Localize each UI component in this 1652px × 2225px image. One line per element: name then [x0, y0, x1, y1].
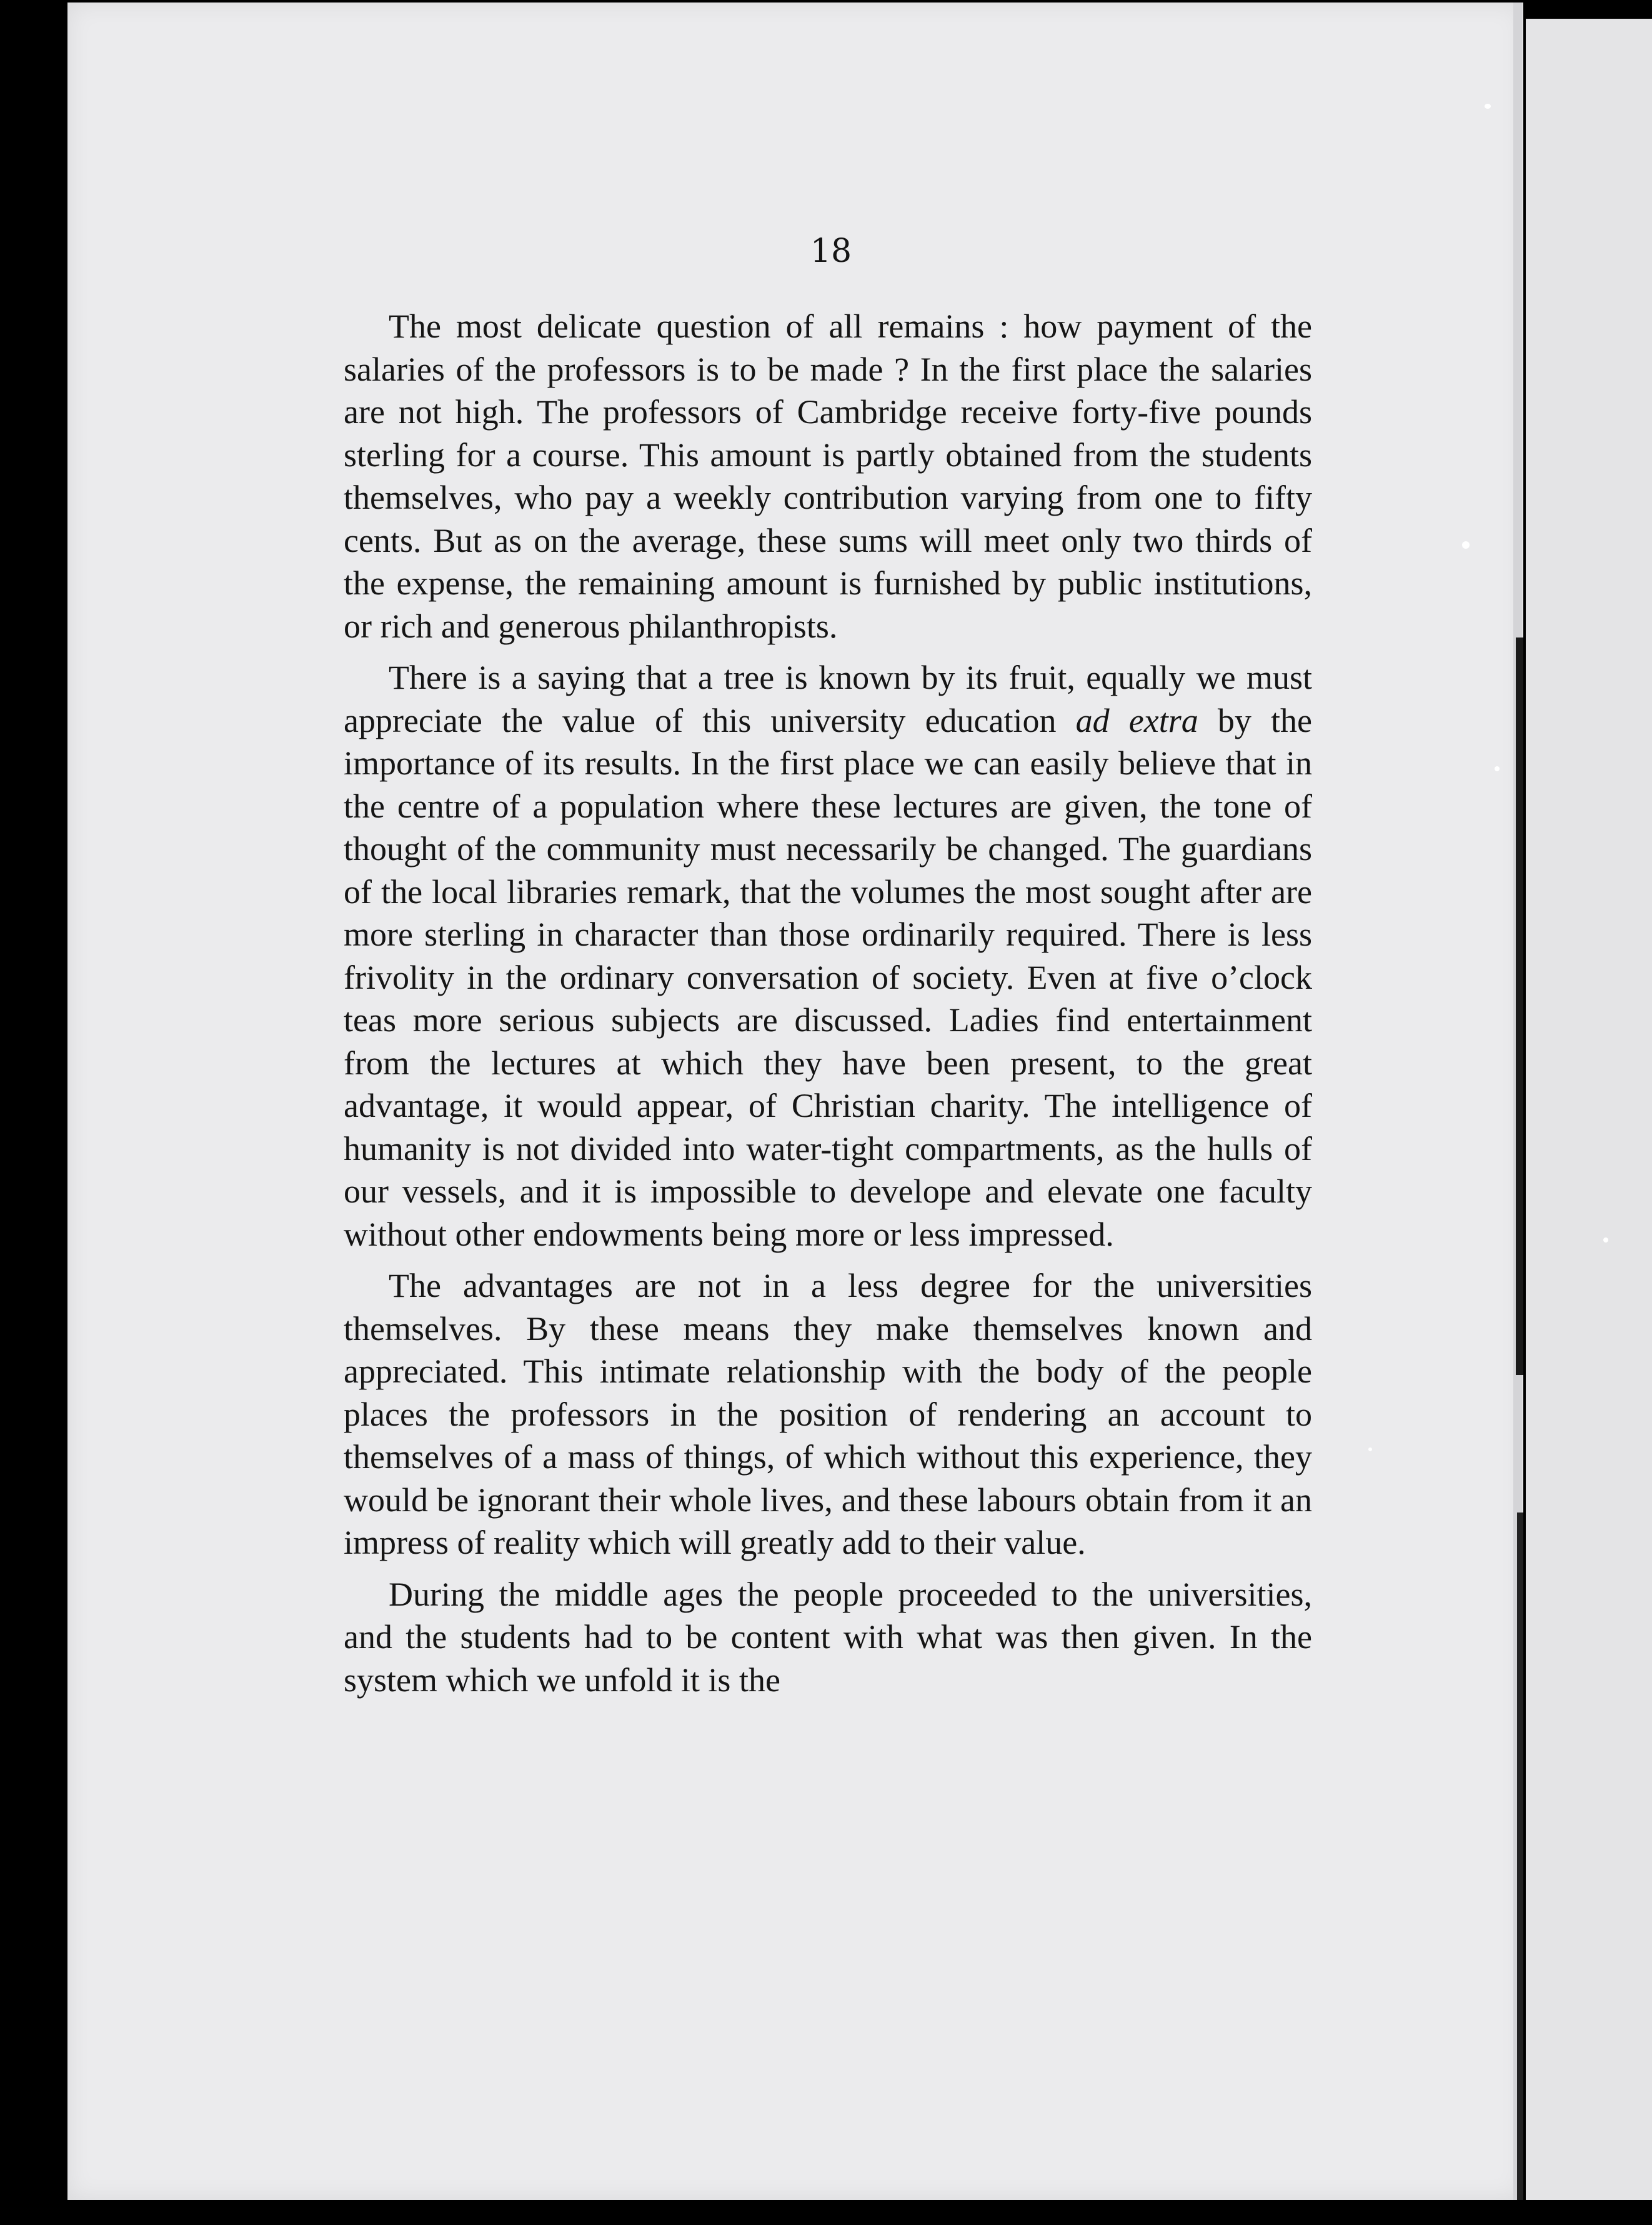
latin-emphasis: ad extra	[1075, 701, 1198, 739]
scan-speck	[1462, 541, 1470, 549]
paragraph-results	[344, 656, 1312, 1256]
paragraph-results-rest: by the importance of its results. In the first place we can easily believe that in the centre of a population where these lectures are given, the tone of thought of the community must necessarily be changed. The guardians of the local libraries remark, that the volumes the most sought after are more sterling in character than those ordinarily required. There is less frivolity in the ordinary conversation of society. Even at five o’clock teas more serious subjects are discussed. Ladies find entertainment from the lectures at which they have been present, to the great advantage, it would appear, of Christian charity. The intelligence of humanity is not divided into water-tight compartments, as the hulls of our vessels, and it is impossible to develope and elevate one faculty without other endowments being more or less impressed.	[344, 701, 1313, 1253]
scan-speck	[1603, 1238, 1608, 1242]
paragraph-salaries: The most delicate question of all remains : how payment of the salaries of the professors is to be made ? In the first place the salaries are not high. The professors of Cambridge receive forty-five pounds sterling for a course. This amount is partly obtained from the students themselves, who pay a weekly contribution varying from one to fifty cents. But as on the average, these sums will meet only two thirds of the expense, the remaining amount is furnished by public institutions, or rich and generous philanthropists.	[344, 308, 1312, 645]
binding-shadow	[1516, 638, 1523, 1375]
page-number: 18	[810, 232, 852, 270]
paragraph-middle-ages: During the middle ages the people proceeded to the universities, and the students had to be content with what was then given. In the system which we unfold it is the	[344, 1575, 1312, 1699]
binding-shadow-lower	[1517, 1512, 1523, 2200]
scan-speck	[1495, 766, 1500, 771]
paragraph-results-lead: There is a saying that a tree is known by its fruit, equally we must appreciate the value of this university education	[344, 659, 1312, 739]
body-text	[344, 305, 1312, 1701]
adjacent-page-edge	[1526, 19, 1652, 2200]
scan-speck	[1485, 104, 1491, 109]
scan-speck	[1368, 1448, 1372, 1451]
paragraph-advantages: The advantages are not in a less degree for the universities themselves. By these means they make themselves known and appreciated. This intimate relationship with the body of the people places the professors in the position of rendering an account to themselves of a mass of things, of which without this experience, they would be ignorant their whole lives, and these labours obtain from it an impress of reality which will greatly add to their value.	[344, 1267, 1312, 1561]
